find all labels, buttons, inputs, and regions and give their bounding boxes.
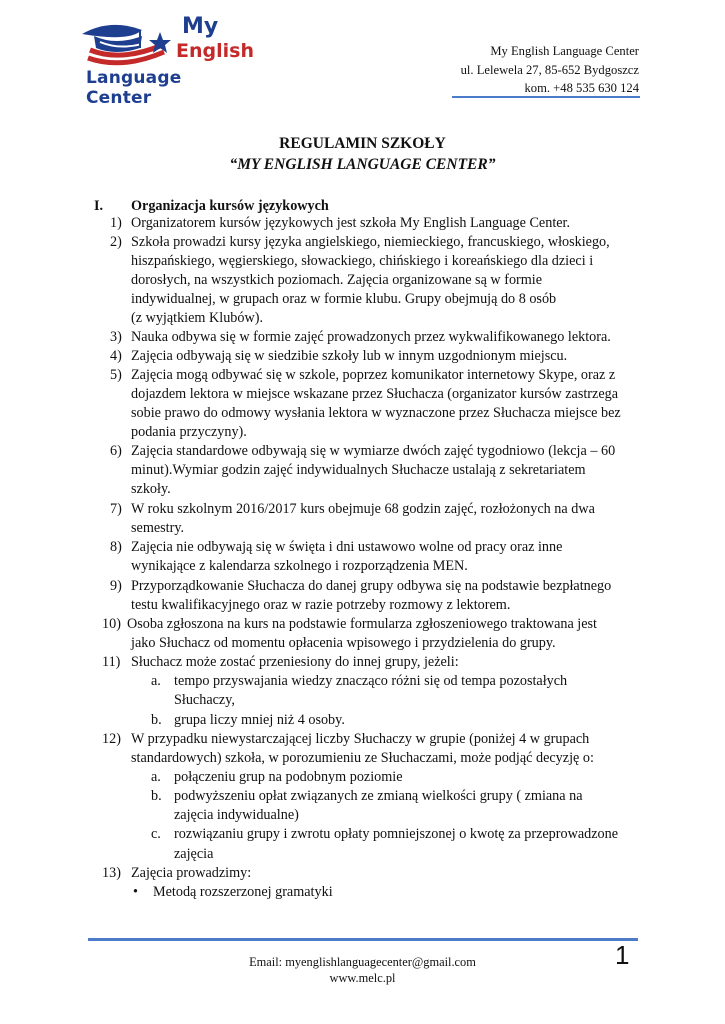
item-marker: 11) xyxy=(102,654,121,670)
item-marker: 12) xyxy=(102,731,121,747)
regulation-line: rozwiązaniu grupy i zwrotu opłaty pomniejszonej o kwotę za przeprowadzone xyxy=(174,826,618,842)
regulation-line: Zajęcia mogą odbywać się w szkole, poprzez komunikator internetowy Skype, oraz z xyxy=(131,367,616,383)
regulation-line: indywidualnej, w grupach oraz w formie klubu. Grupy obejmują do 8 osób xyxy=(131,291,557,307)
document-title: REGULAMIN SZKOŁY xyxy=(279,135,446,152)
footer-divider xyxy=(88,938,638,941)
regulation-line: W roku szkolnym 2016/2017 kurs obejmuje 68 godzin zajęć, rozłożonych na dwa xyxy=(131,501,595,517)
item-marker: 3) xyxy=(110,329,122,345)
regulation-line: Szkoła prowadzi kursy języka angielskiego, niemieckiego, francuskiego, włoskiego, xyxy=(131,234,610,250)
section-number: I. xyxy=(94,198,104,214)
regulation-line: Słuchaczy, xyxy=(174,692,235,708)
item-marker: b. xyxy=(151,712,162,728)
regulation-line: semestry. xyxy=(131,520,185,536)
regulation-line: tempo przyswajania wiedzy znacząco różni się od tempa pozostałych xyxy=(174,673,568,689)
school-logo xyxy=(80,12,254,108)
header-divider xyxy=(452,96,640,98)
header-phone: kom. +48 535 630 124 xyxy=(524,81,639,95)
regulation-line: zajęcia indywidualne) xyxy=(174,807,299,823)
item-marker: b. xyxy=(151,788,162,804)
regulation-line: szkoły. xyxy=(131,481,171,497)
regulation-line: wynikające z kalendarza szkolnego i rozporządzenia MEN. xyxy=(131,558,468,574)
item-marker: a. xyxy=(151,769,161,785)
logo-text-language-center: Language Center xyxy=(86,68,182,108)
regulation-line: sobie prawo do odmowy wysłania lektora w wyznaczone przez Słuchacza miejsce bez xyxy=(131,405,621,421)
item-marker: 13) xyxy=(102,865,121,881)
header-address: ul. Lelewela 27, 85-652 Bydgoszcz xyxy=(460,62,639,77)
regulation-line: Organizatorem kursów językowych jest szkoła My English Language Center. xyxy=(131,215,571,231)
footer-contact xyxy=(180,954,545,986)
item-marker: a. xyxy=(151,673,161,689)
regulation-line: zajęcia xyxy=(174,846,214,862)
regulation-line: Osoba zgłoszona na kurs na podstawie formularza zgłoszeniowego traktowana jest xyxy=(127,616,598,632)
regulation-line: standardowych) szkoła, w porozumieniu ze Słuchaczami, może podjąć decyzję o: xyxy=(131,750,594,766)
regulation-line: Metodą rozszerzonej gramatyki xyxy=(153,884,333,900)
regulation-line: podania przyczyny). xyxy=(131,424,247,440)
regulation-line: minut).Wymiar godzin zajęć indywidualnych Słuchacze ustalają z sekretariatem xyxy=(131,462,586,478)
section-heading: Organizacja kursów językowych xyxy=(131,198,329,214)
regulation-line: Zajęcia odbywają się w siedzibie szkoły lub w innym uzgodnionym miejscu. xyxy=(131,348,568,364)
item-marker: 1) xyxy=(110,215,122,231)
document-subtitle: “MY ENGLISH LANGUAGE CENTER” xyxy=(229,156,496,173)
regulation-line: (z wyjątkiem Klubów). xyxy=(131,310,263,326)
footer-email: Email: myenglishlanguagecenter@gmail.com xyxy=(249,955,476,969)
regulation-line: Zajęcia prowadzimy: xyxy=(131,865,252,881)
header-contact xyxy=(461,42,639,98)
item-marker: 6) xyxy=(110,443,122,459)
header-school-name: My English Language Center xyxy=(490,44,639,58)
graduation-cap-flag-icon xyxy=(80,12,180,70)
regulation-line: hiszpańskiego, węgierskiego, słowackiego, chińskiego i koreańskiego dla dzieci i xyxy=(131,253,594,269)
item-marker: c. xyxy=(151,826,161,842)
regulation-line: jako Słuchacz od momentu opłacenia wpisowego i przydzielenia do grupy. xyxy=(131,635,556,651)
regulation-line: dorosłych, na wszystkich poziomach. Zajęcia organizowane są w formie xyxy=(131,272,543,288)
regulation-line: testu kwalifikacyjnego oraz w razie potrzeby rozmowy z lektorem. xyxy=(131,597,511,613)
item-marker: 7) xyxy=(110,501,122,517)
regulation-line: połączeniu grup na podobnym poziomie xyxy=(174,769,403,785)
logo-text-english: English xyxy=(176,40,254,62)
item-marker: 9) xyxy=(110,578,122,594)
item-marker: 2) xyxy=(110,234,122,250)
bullet-marker: • xyxy=(133,884,138,900)
regulation-line: Zajęcia nie odbywają się w święta i dni ustawowo wolne od pracy oraz inne xyxy=(131,539,563,555)
page-number: 1 xyxy=(615,940,630,970)
logo-text-my: My xyxy=(182,14,219,39)
regulation-line: Zajęcia standardowe odbywają się w wymiarze dwóch zajęć tygodniowo (lekcja – 60 xyxy=(131,443,616,459)
regulation-line: Przyporządkowanie Słuchacza do danej grupy odbywa się na podstawie bezpłatnego xyxy=(131,578,612,594)
item-marker: 10) xyxy=(102,616,121,632)
regulation-line: Nauka odbywa się w formie zajęć prowadzonych przez wykwalifikowanego lektora. xyxy=(131,329,611,345)
item-marker: 5) xyxy=(110,367,122,383)
regulation-line: grupa liczy mniej niż 4 osoby. xyxy=(174,712,345,728)
item-marker: 8) xyxy=(110,539,122,555)
regulation-line: dojazdem lektora w miejsce wskazane przez Słuchacza (organizator kursów zastrzega xyxy=(131,386,619,402)
regulation-line: W przypadku niewystarczającej liczby Słuchaczy w grupie (poniżej 4 w grupach xyxy=(131,731,590,747)
regulation-line: Słuchacz może zostać przeniesiony do innej grupy, jeżeli: xyxy=(131,654,459,670)
regulation-line: podwyższeniu opłat związanych ze zmianą wielkości grupy ( zmiana na xyxy=(174,788,583,804)
footer-website: www.melc.pl xyxy=(329,971,396,985)
item-marker: 4) xyxy=(110,348,122,364)
